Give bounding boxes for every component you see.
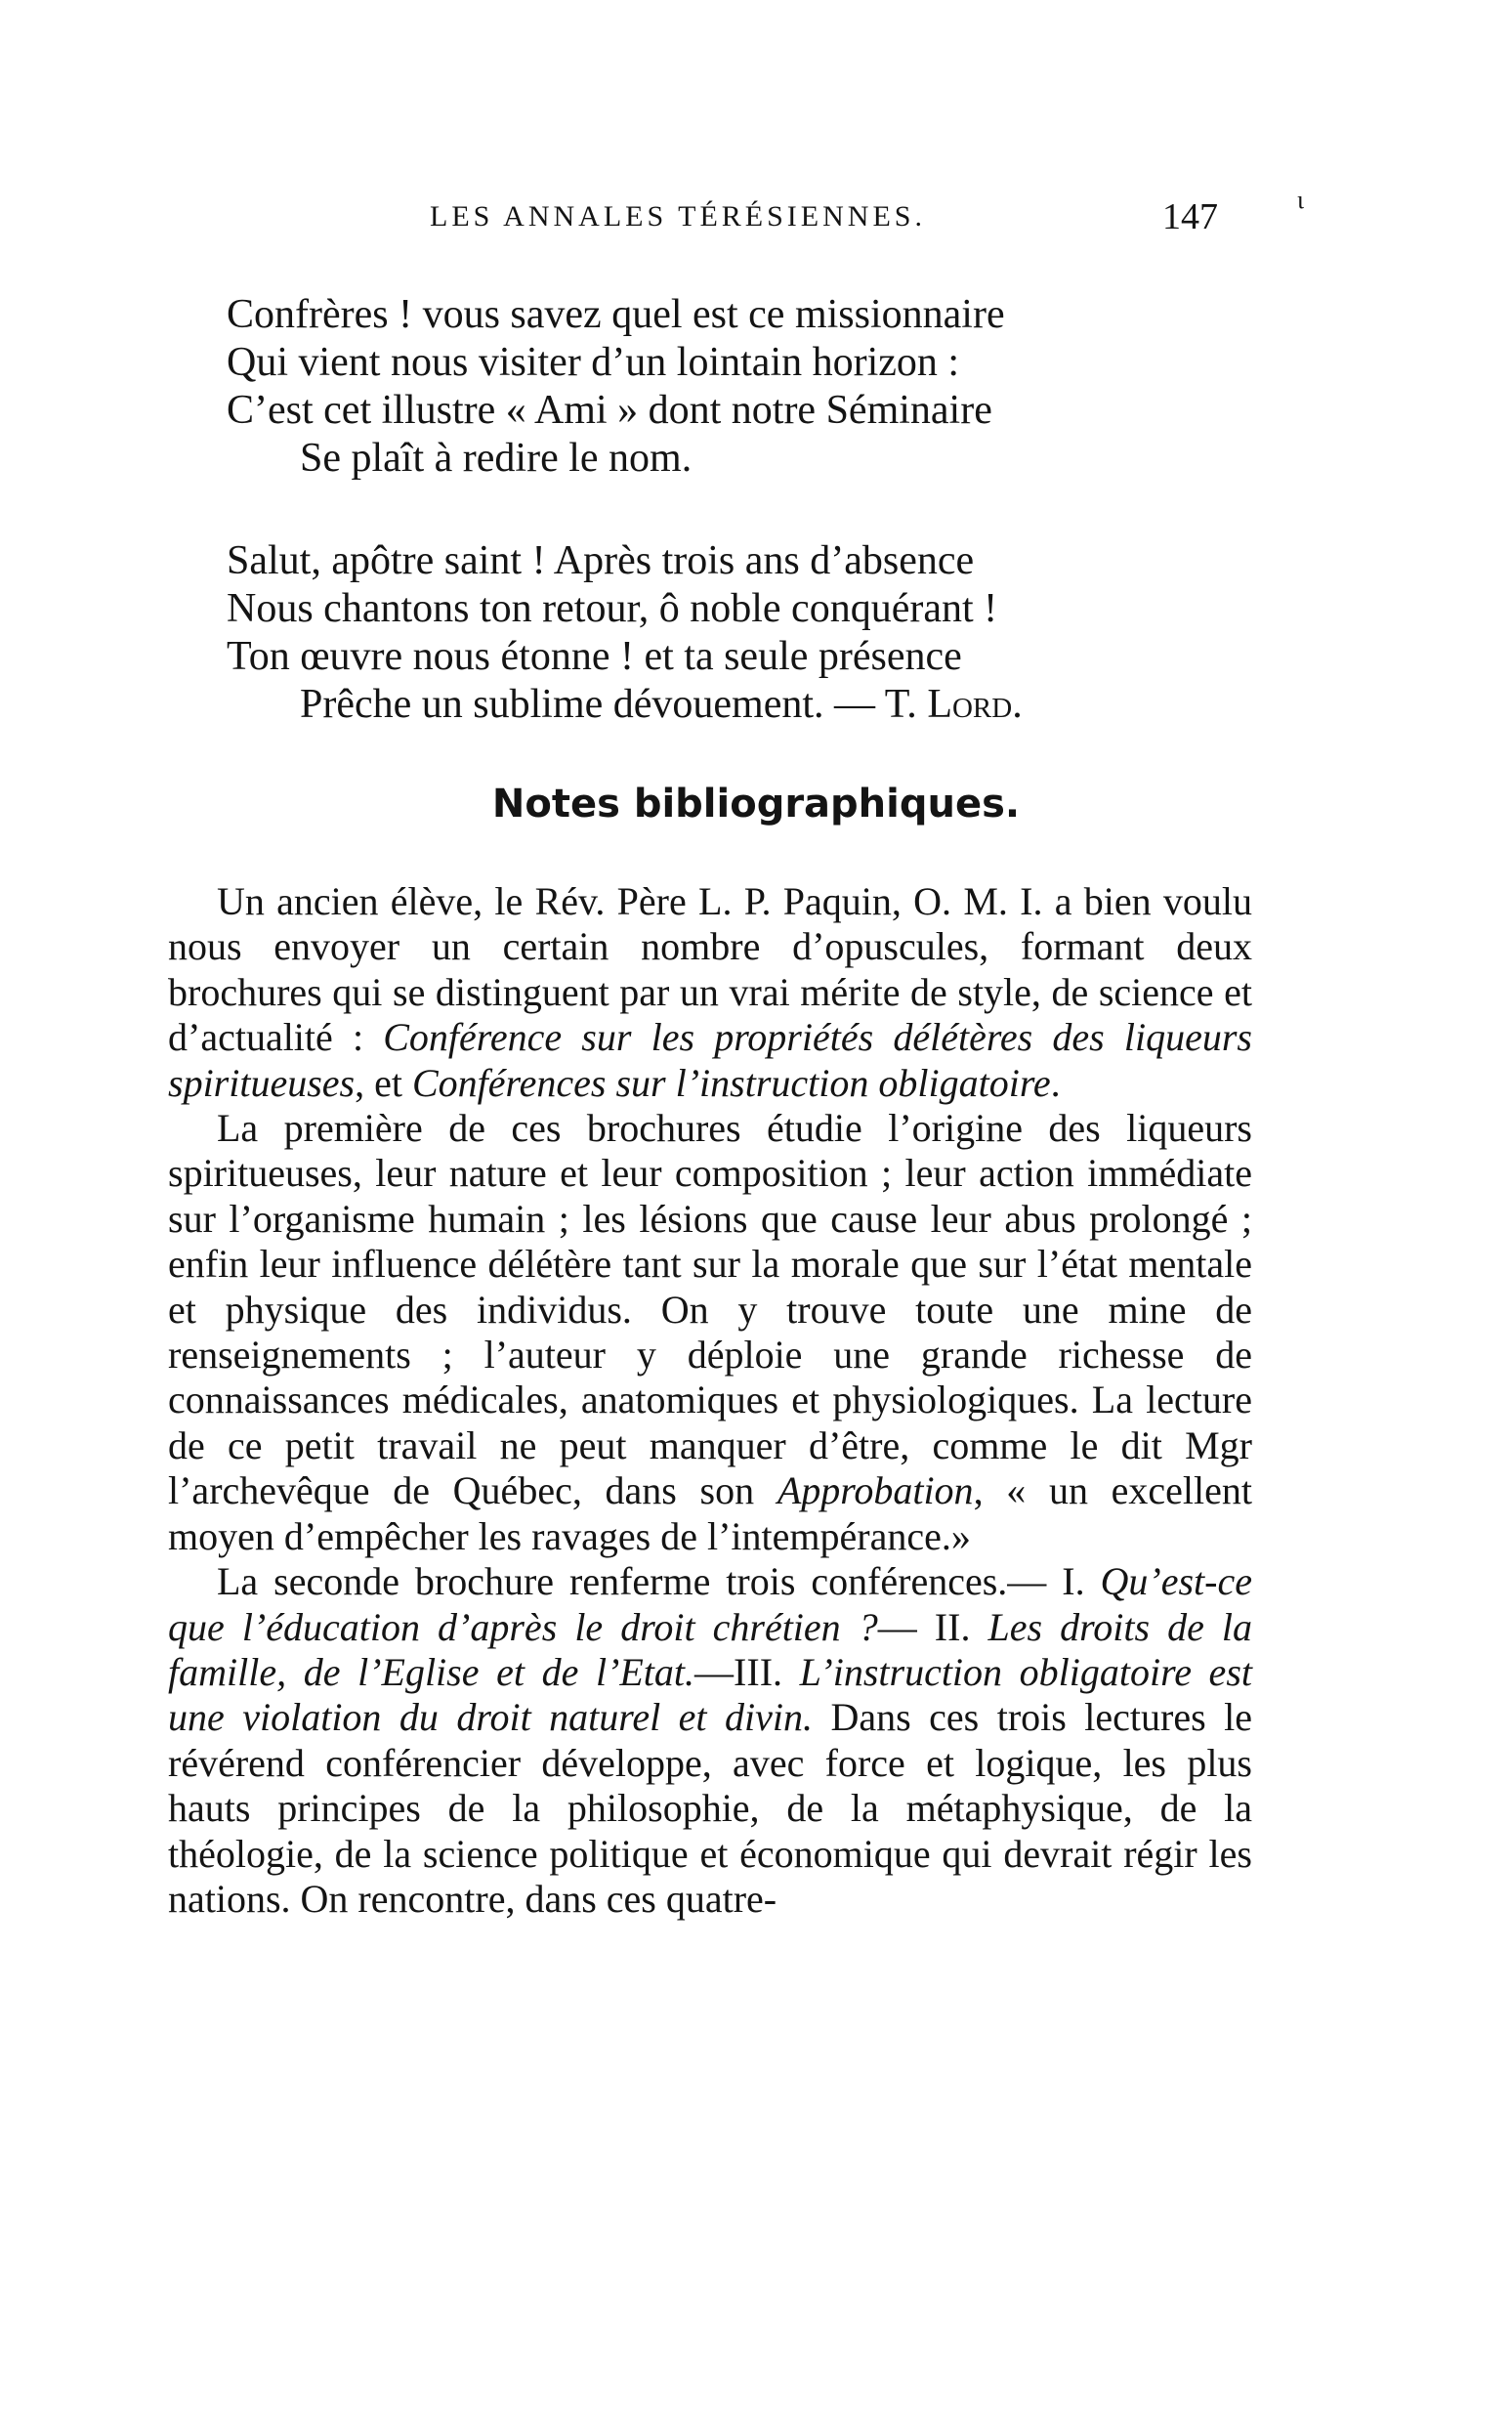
text-run: .: [1050, 1060, 1061, 1105]
text-run: — II.: [877, 1604, 988, 1649]
book-title-1: Conférence sur les propriétés délétères des liqueurs spiritueuses: [168, 1015, 1252, 1105]
text-run: , « un excellent moyen d’empêcher les ravages de l’intempérance.»: [168, 1468, 1253, 1558]
book-title-2: Conférences sur l’instruction obligatoire: [412, 1060, 1051, 1105]
paragraph-1: [168, 879, 1252, 1106]
lecture-title-2: Les droits de la famille, de l’Eglise et de l’Etat.: [168, 1604, 1252, 1694]
margin-mark: ι: [1297, 186, 1304, 214]
text-run: , et: [355, 1060, 412, 1105]
poem-author: Lord.: [927, 682, 1023, 727]
poem: [227, 291, 1252, 784]
poem-stanza-1: [227, 291, 1252, 483]
bibliographic-notes: [168, 879, 1252, 1922]
poem-line-signed: [227, 681, 1252, 729]
text-run: Un ancien élève, le Rév. Père L. P. Paquin, O. M. I. a bien voulu nous envoyer un certain nombre d’opuscules, formant deux brochures qui se distinguent par un vrai mérite de style, de science et d’actualité :: [168, 879, 1252, 1060]
poem-line: Salut, apôtre saint ! Après trois ans d’absence: [227, 538, 975, 583]
poem-line: Nous chantons ton retour, ô noble conquérant !: [227, 586, 998, 631]
running-head: LES ANNALES TÉRÉSIENNES.: [430, 200, 926, 233]
poem-stanza-2: [227, 537, 1252, 729]
lecture-title-1: Qu’est-ce que l’éducation d’après le droit chrétien ?: [168, 1559, 1252, 1649]
text-run: Dans ces trois lectures le révérend conférencier développe, avec force et logique, les plus hauts principes de la philosophie, de la métaphysique, de la théologie, de la science politique et économique qui devrait régir les nations. On rencontre, dans ces quatre-: [168, 1695, 1253, 1921]
lecture-title-3: L’instruction obligatoire est une violation du droit naturel et divin.: [168, 1649, 1252, 1740]
section-heading: Notes bibliographiques.: [491, 782, 1021, 827]
poem-line: Ton œuvre nous étonne ! et ta seule présence: [227, 634, 962, 679]
poem-line: C’est cet illustre « Ami » dont notre Séminaire: [227, 388, 992, 433]
approbation-title: Approbation: [777, 1468, 974, 1513]
poem-line: Qui vient nous visiter d’un lointain horizon :: [227, 340, 960, 385]
text-run: La première de ces brochures étudie l’origine des liqueurs spiritueuses, leur nature et leur composition ; leur action immédiate sur l’organisme humain ; les lésions que cause leur abus prolongé ; enfin leur influence délétère tant sur la morale que sur l’état mentale et physique des individus. On y trouve toute une mine de renseignements ; l’auteur y déploie une grande richesse de connaissances médicales, anatomiques et physiologiques. La lecture de ce petit travail ne peut manquer d’être, comme le dit Mgr l’archevêque de Québec, dans son: [168, 1106, 1252, 1513]
poem-line: Se plaît à redire le nom.: [300, 436, 693, 481]
paragraph-3: [168, 1559, 1252, 1922]
text-run: La seconde brochure renferme trois conférences.— I.: [217, 1559, 1101, 1604]
paragraph-2: [168, 1106, 1252, 1559]
poem-line-text: Prêche un sublime dévouement. — T.: [300, 682, 917, 727]
page-number: 147: [1162, 196, 1218, 237]
text-run: —III.: [694, 1649, 800, 1694]
poem-line: Confrères ! vous savez quel est ce missionnaire: [227, 292, 1005, 337]
